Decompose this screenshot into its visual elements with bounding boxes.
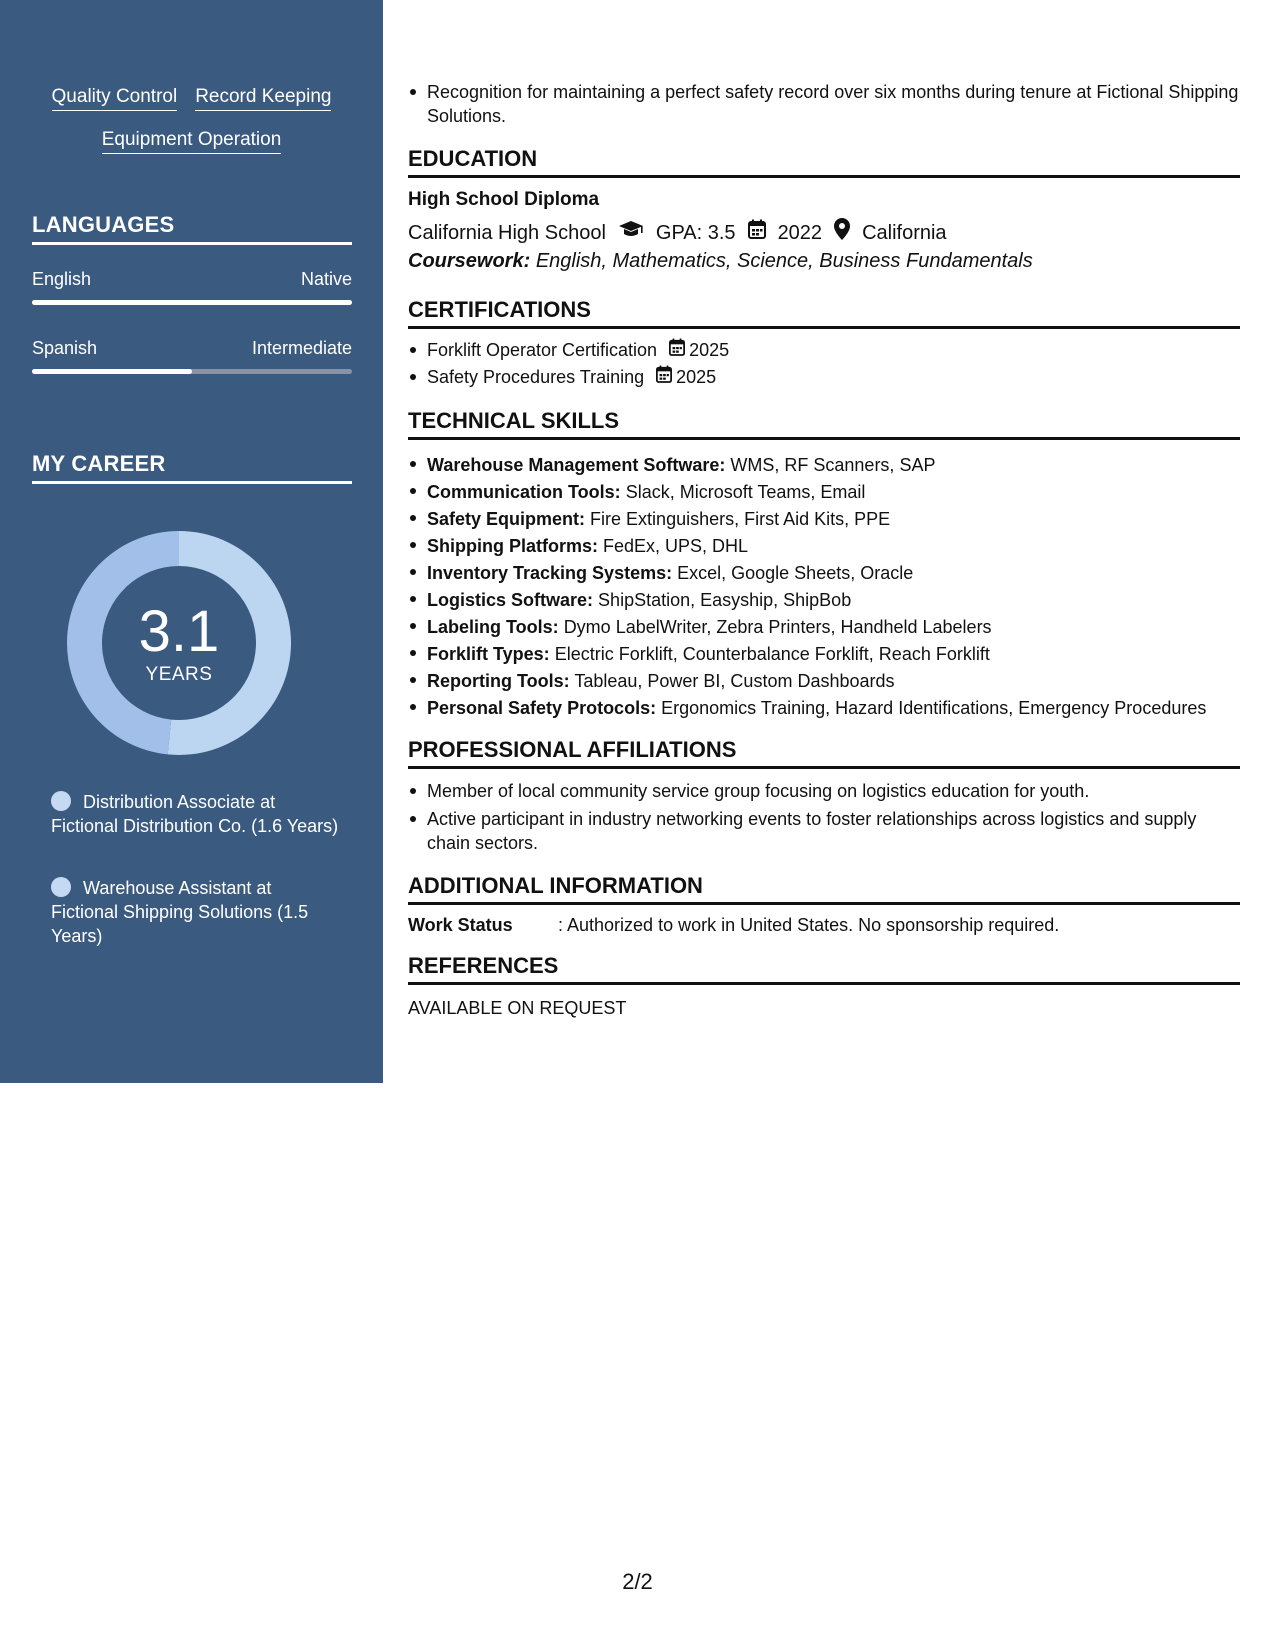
list-item xyxy=(408,365,1240,389)
career-total-value: 3.1 xyxy=(138,599,220,664)
graduation-year: 2022 xyxy=(777,221,823,244)
skill-tag: Quality Control xyxy=(52,86,178,111)
skill-label: Shipping Platforms: xyxy=(427,536,598,556)
skill-value: Fire Extinguishers, First Aid Kits, PPE xyxy=(590,509,891,529)
list-item xyxy=(408,614,1240,641)
language-level: Intermediate xyxy=(251,338,352,358)
career-heading: MY CAREER xyxy=(32,451,352,484)
career-item-text: Warehouse Assistant at Fictional Shipping Solutions (1.5 Years) xyxy=(51,878,309,946)
skill-label: Logistics Software: xyxy=(427,590,594,610)
skill-value: Dymo LabelWriter, Zebra Printers, Handheld Labelers xyxy=(563,617,992,637)
certification-name: Forklift Operator Certification xyxy=(427,340,658,360)
list-item: Recognition for maintaining a perfect safety record over six months during tenure at Fictional Shipping Solutions. xyxy=(408,80,1240,128)
language-level: Native xyxy=(300,269,352,289)
language-bar-fill xyxy=(32,300,352,305)
skill-tags xyxy=(0,86,383,172)
gpa: GPA: 3.5 xyxy=(655,221,736,244)
list-item xyxy=(408,587,1240,614)
certification-year: 2025 xyxy=(676,367,717,387)
list-item xyxy=(408,560,1240,587)
certification-year: 2025 xyxy=(689,340,730,360)
skill-label: Labeling Tools: xyxy=(427,617,559,637)
skill-label: Inventory Tracking Systems: xyxy=(427,563,673,583)
skill-label: Reporting Tools: xyxy=(427,671,570,691)
affiliations-list xyxy=(408,779,1240,855)
skill-label: Warehouse Management Software: xyxy=(427,455,726,475)
school-name: California High School xyxy=(408,221,606,244)
skill-value: Ergonomics Training, Hazard Identifications, Emergency Procedures xyxy=(661,698,1207,718)
achievements-list xyxy=(408,80,1240,128)
calendar-icon xyxy=(656,365,672,389)
location-pin-icon xyxy=(834,218,850,247)
skill-value: Electric Forklift, Counterbalance Forklift, Reach Forklift xyxy=(554,644,990,664)
bullet-dot-icon xyxy=(51,877,71,897)
graduation-cap-icon xyxy=(618,219,644,246)
certifications-list xyxy=(408,338,1240,389)
list-item xyxy=(408,506,1240,533)
career-total-unit: YEARS xyxy=(145,664,213,685)
technical-skills-list xyxy=(408,452,1240,722)
skill-label: Safety Equipment: xyxy=(427,509,586,529)
language-name: Spanish xyxy=(32,338,98,358)
career-item-text: Distribution Associate at Fictional Distribution Co. (1.6 Years) xyxy=(51,792,339,836)
sidebar xyxy=(0,0,383,1083)
career-item xyxy=(51,790,341,838)
list-item xyxy=(408,641,1240,668)
skill-value: Tableau, Power BI, Custom Dashboards xyxy=(574,671,895,691)
calendar-icon xyxy=(748,219,766,246)
skill-tag: Equipment Operation xyxy=(102,129,282,154)
calendar-icon xyxy=(669,338,685,362)
additional-info-heading: ADDITIONAL INFORMATION xyxy=(408,873,1240,905)
certifications-heading: CERTIFICATIONS xyxy=(408,297,1240,329)
language-bar-fill xyxy=(32,369,192,374)
languages-heading: LANGUAGES xyxy=(32,212,352,245)
list-item: Member of local community service group focusing on logistics education for youth. xyxy=(408,779,1240,803)
skill-value: ShipStation, Easyship, ShipBob xyxy=(598,590,852,610)
skill-label: Forklift Types: xyxy=(427,644,550,664)
language-item xyxy=(32,268,352,305)
references-text: AVAILABLE ON REQUEST xyxy=(408,998,627,1018)
degree-title: High School Diploma xyxy=(408,189,600,210)
language-item xyxy=(32,337,352,374)
list-item xyxy=(408,533,1240,560)
language-bar xyxy=(32,369,352,374)
education-heading: EDUCATION xyxy=(408,146,1240,178)
coursework-label: Coursework: xyxy=(408,250,531,272)
work-status-row xyxy=(408,913,1240,937)
skill-tag: Record Keeping xyxy=(195,86,331,111)
school-location: California xyxy=(862,221,947,244)
language-bar xyxy=(32,300,352,305)
certification-name: Safety Procedures Training xyxy=(427,367,645,387)
skill-value: Slack, Microsoft Teams, Email xyxy=(625,482,866,502)
skill-label: Personal Safety Protocols: xyxy=(427,698,657,718)
work-status-value: : Authorized to work in United States. No sponsorship required. xyxy=(558,915,1060,935)
list-item xyxy=(408,452,1240,479)
list-item xyxy=(408,479,1240,506)
technical-skills-heading: TECHNICAL SKILLS xyxy=(408,408,1240,440)
skill-label: Communication Tools: xyxy=(427,482,621,502)
list-item: Active participant in industry networking events to foster relationships across logistics and supply chain sectors. xyxy=(408,807,1240,855)
skill-value: FedEx, UPS, DHL xyxy=(603,536,749,556)
education-meta xyxy=(408,218,1240,247)
language-name: English xyxy=(32,269,92,289)
work-status-label: Work Status xyxy=(408,915,513,935)
list-item xyxy=(408,338,1240,362)
coursework xyxy=(408,248,1240,274)
list-item xyxy=(408,695,1240,722)
list-item xyxy=(408,668,1240,695)
career-item xyxy=(51,876,341,948)
page-number: 2/2 xyxy=(622,1569,653,1594)
coursework-list: English, Mathematics, Science, Business Fundamentals xyxy=(535,250,1033,272)
bullet-dot-icon xyxy=(51,791,71,811)
references-heading: REFERENCES xyxy=(408,953,1240,985)
affiliations-heading: PROFESSIONAL AFFILIATIONS xyxy=(408,737,1240,769)
skill-value: Excel, Google Sheets, Oracle xyxy=(677,563,914,583)
skill-value: WMS, RF Scanners, SAP xyxy=(730,455,936,475)
